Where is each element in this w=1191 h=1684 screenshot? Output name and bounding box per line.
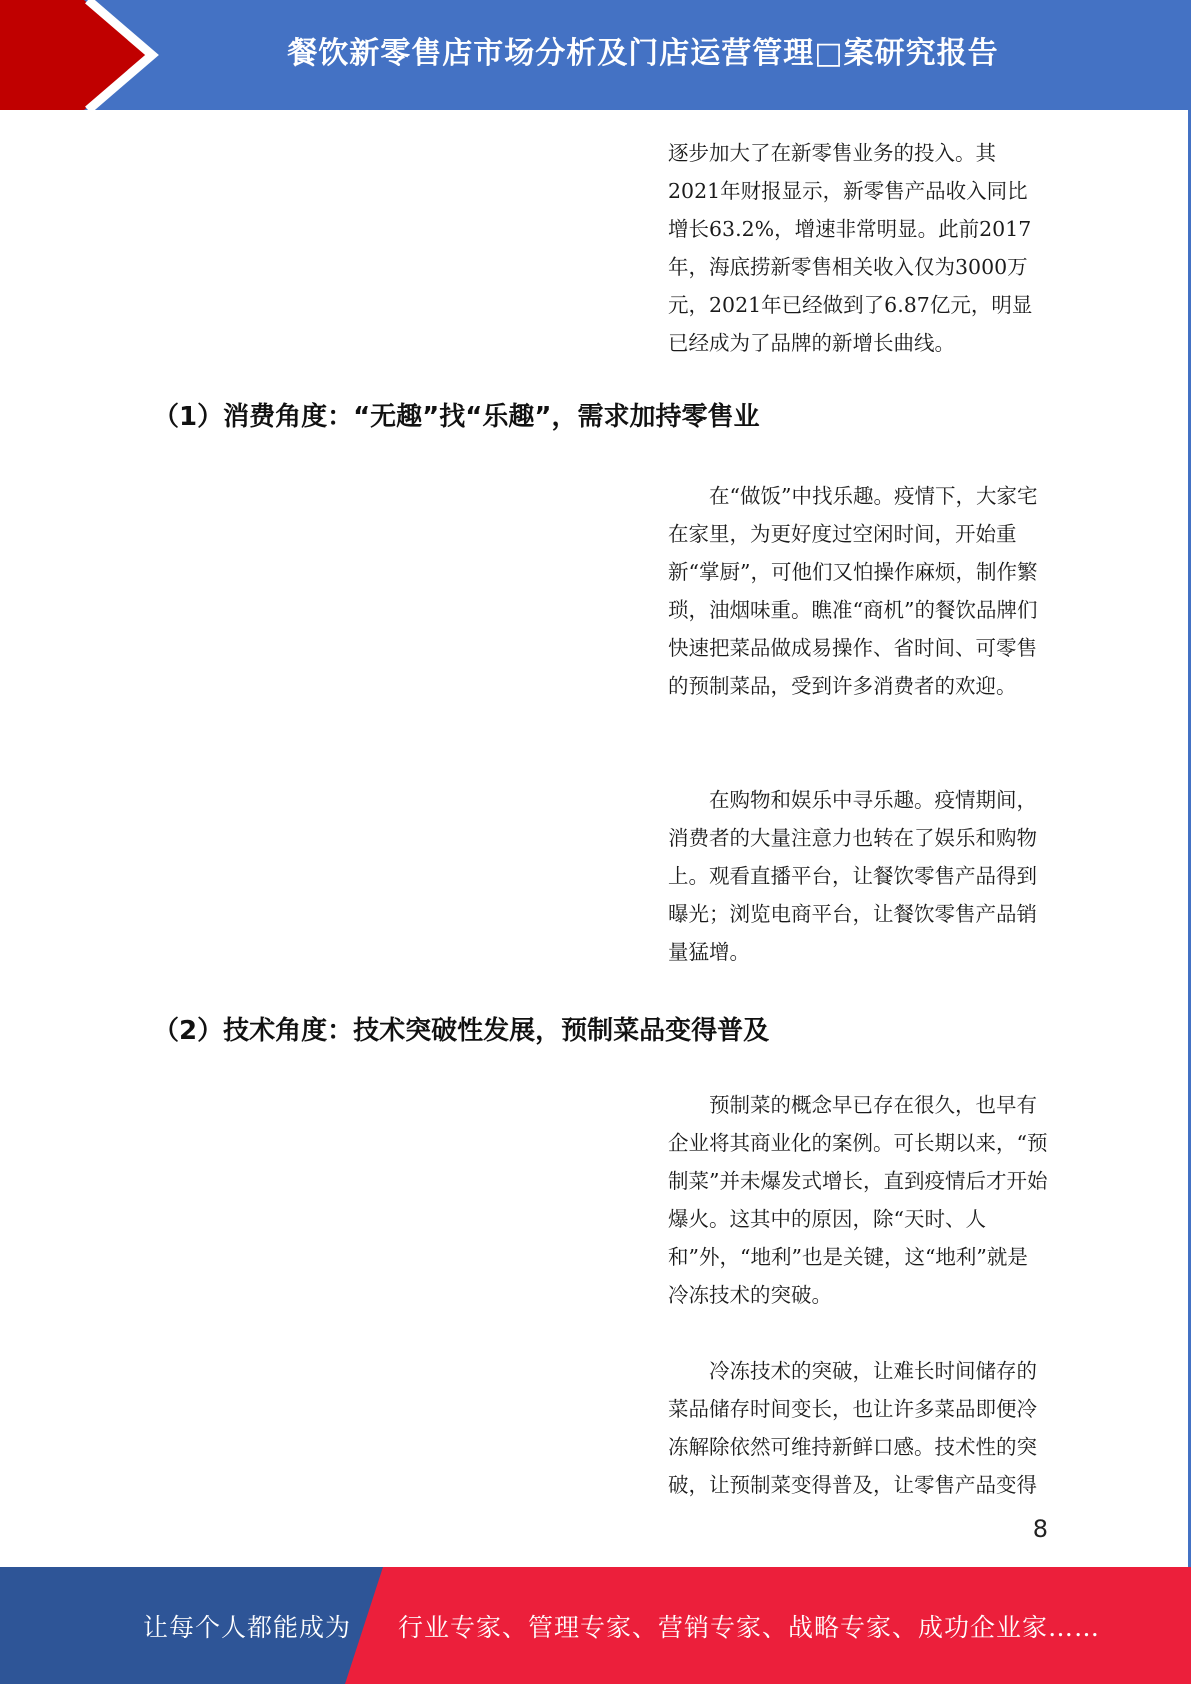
intro-paragraph: 逐步加大了在新零售业务的投入。其2021年财报显示，新零售产品收入同比增长63.2%，增速非常明显。此前2017年，海底捞新零售相关收入仅为3000万元，2021年已经做到了6.87亿元，明显已经成为了品牌的新增长曲线。 xyxy=(668,141,1033,355)
paragraph-cooking-fun: 在“做饭”中找乐趣。疫情下，大家宅在家里，为更好度过空闲时间，开始重新“掌厨”，可他们又怕操作麻烦，制作繁琐，油烟味重。瞧准“商机”的餐饮品牌们快速把菜品做成易操作、省时间、可零售的预制菜品，受到许多消费者的欢迎。 xyxy=(668,484,1038,698)
page-number: 8 xyxy=(1032,1515,1048,1543)
page-footer xyxy=(0,1567,1191,1684)
paragraph-prepared-dishes: 预制菜的概念早已存在很久，也早有企业将其商业化的案例。可长期以来，“预制菜”并未爆发式增长，直到疫情后才开始爆火。这其中的原因，除“天时、人和”外，“地利”也是关键，这“地利”就是冷冻技术的突破。 xyxy=(668,1093,1048,1307)
paragraph-freezing-tech: 冷冻技术的突破，让难长时间储存的菜品储存时间变长，也让许多菜品即便冷冻解除依然可维持新鲜口感。技术性的突破，让预制菜变得普及，让零售产品变得 xyxy=(668,1359,1037,1497)
paragraph-shopping-fun: 在购物和娱乐中寻乐趣。疫情期间，消费者的大量注意力也转在了娱乐和购物上。观看直播平台，让餐饮零售产品得到曝光；浏览电商平台，让餐饮零售产品销量猛增。 xyxy=(668,788,1037,964)
page-header xyxy=(0,0,1191,110)
section-heading-consumption: （1）消费角度：“无趣”找“乐趣”，需求加持零售业 xyxy=(153,402,760,432)
footer-slogan-right: 行业专家、管理专家、营销专家、战略专家、成功企业家…… xyxy=(398,1612,1101,1642)
footer-slogan-left: 让每个人都能成为 xyxy=(143,1612,352,1642)
header-title: 餐饮新零售店市场分析及门店运营管理□案研究报告 xyxy=(287,36,999,71)
section-heading-technology: （2）技术角度：技术突破性发展，预制菜品变得普及 xyxy=(153,1016,770,1046)
